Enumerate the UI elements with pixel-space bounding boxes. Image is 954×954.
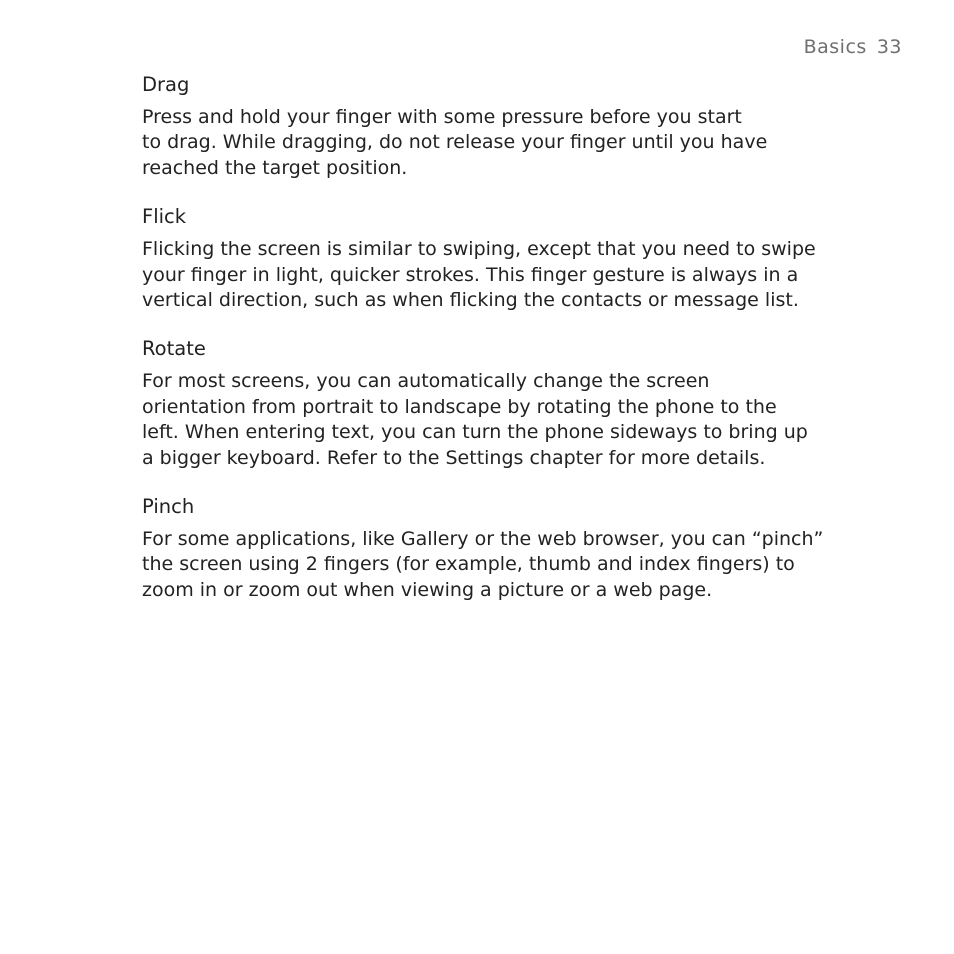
section-rotate bbox=[142, 336, 882, 471]
page-content bbox=[142, 72, 882, 626]
section-drag bbox=[142, 72, 882, 181]
section-title: Pinch bbox=[142, 495, 195, 519]
section-body: Flicking the screen is similar to swiping, except that you need to swipe your finger in light, quicker strokes. This finger gesture is always in a vertical direction, such as when flicking the contacts or message list. bbox=[142, 238, 816, 312]
chapter-title: Basics bbox=[803, 36, 867, 58]
section-body: For most screens, you can automatically change the screen orientation from portrait to landscape by rotating the phone to the left. When entering text, you can turn the phone sideways to bring up a bigger keyboard. Refer to the Settings chapter for more details. bbox=[142, 370, 808, 469]
page-number: 33 bbox=[876, 36, 902, 58]
section-title: Flick bbox=[142, 205, 187, 229]
page-header bbox=[804, 36, 902, 58]
section-flick bbox=[142, 204, 882, 313]
section-title: Rotate bbox=[142, 337, 206, 361]
section-title: Drag bbox=[142, 73, 190, 96]
section-body: For some applications, like Gallery or the web browser, you can “pinch” the screen using 2 fingers (for example, thumb and index fingers) to zoom in or zoom out when viewing a picture or a web page. bbox=[142, 528, 824, 601]
section-body: Press and hold your finger with some pressure before you start to drag. While dragging, do not release your finger until you have reached the target position. bbox=[142, 106, 768, 179]
section-pinch bbox=[142, 494, 882, 603]
